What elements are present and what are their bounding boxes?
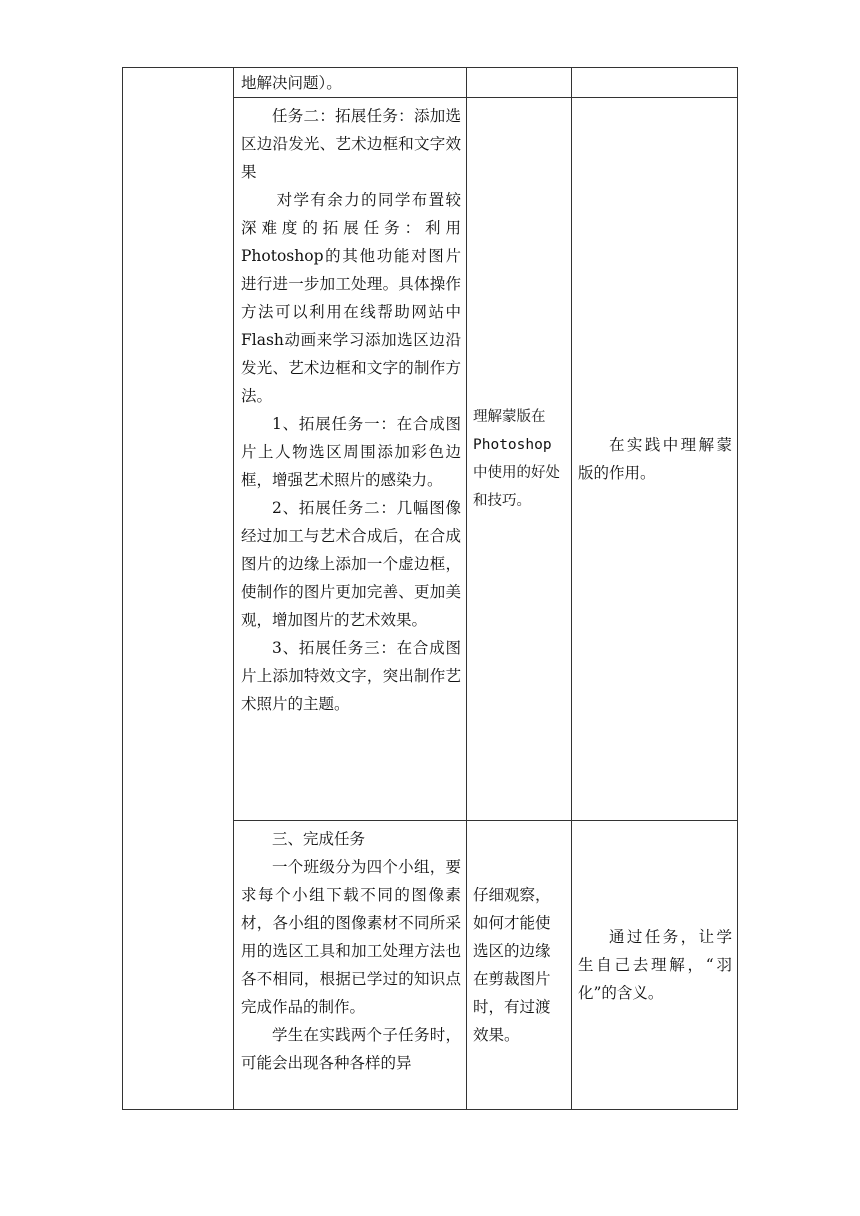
extension-task-one: 1、拓展任务一：在合成图片上人物选区周围添加彩色边框，增强艺术照片的感染力。 <box>241 415 461 489</box>
task-two-description: 对学有余力的同学布置较深难度的拓展任务：利用Photoshop的其他功能对图片进行进一步加工处理。具体操作方法可以利用在线帮助网站中Flash动画来学习添加选区边沿发光、艺术边框和文字的制作方法。 <box>241 191 461 405</box>
task-two-heading: 任务二：拓展任务：添加选区边沿发光、艺术边框和文字效果 <box>241 107 461 181</box>
student-practice-note: 学生在实践两个子任务时，可能会出现各种各样的异 <box>241 1026 461 1072</box>
table-left-border <box>122 67 123 1110</box>
row2-intent-text: 在实践中理解蒙版的作用。 <box>578 436 732 482</box>
table-top-border <box>122 67 738 68</box>
row2-student-text: 理解蒙版在Photoshop中使用的好处和技巧。 <box>473 409 560 509</box>
group-task-description: 一个班级分为四个小组，要求每个小组下载不同的图像素材，各小组的图像素材不同所采用的选区工具和加工处理方法也各不相同，根据已学过的知识点完成作品的制作。 <box>241 858 461 1016</box>
complete-task-heading: 三、完成任务 <box>272 830 366 848</box>
column-divider-3 <box>571 67 572 1110</box>
row1-activity-text: 地解决问题）。 <box>241 74 342 92</box>
row2-intent-cell <box>578 98 732 820</box>
row3-intent-text: 通过任务，让学生自己去理解，“羽化”的含义。 <box>578 928 732 1002</box>
table-right-border <box>737 67 738 1110</box>
column-divider-1 <box>233 67 234 1110</box>
row2-student-cell <box>473 98 565 820</box>
table-bottom-border <box>122 1109 738 1110</box>
row3-intent-cell <box>578 821 732 1109</box>
row3-activity-cell <box>241 825 461 1077</box>
row1-activity-cell <box>241 69 461 97</box>
row2-activity-cell <box>241 102 461 718</box>
extension-task-two: 2、拓展任务二：几幅图像经过加工与艺术合成后，在合成图片的边缘上添加一个虚边框，使制作的图片更加完善、更加美观，增加图片的艺术效果。 <box>241 499 461 629</box>
extension-task-three: 3、拓展任务三：在合成图片上添加特效文字，突出制作艺术照片的主题。 <box>241 639 461 713</box>
row3-student-cell <box>473 821 565 1109</box>
row3-student-text: 仔细观察，如何才能使选区的边缘在剪裁图片时，有过渡效果。 <box>473 886 551 1044</box>
column-divider-2 <box>466 67 467 1110</box>
